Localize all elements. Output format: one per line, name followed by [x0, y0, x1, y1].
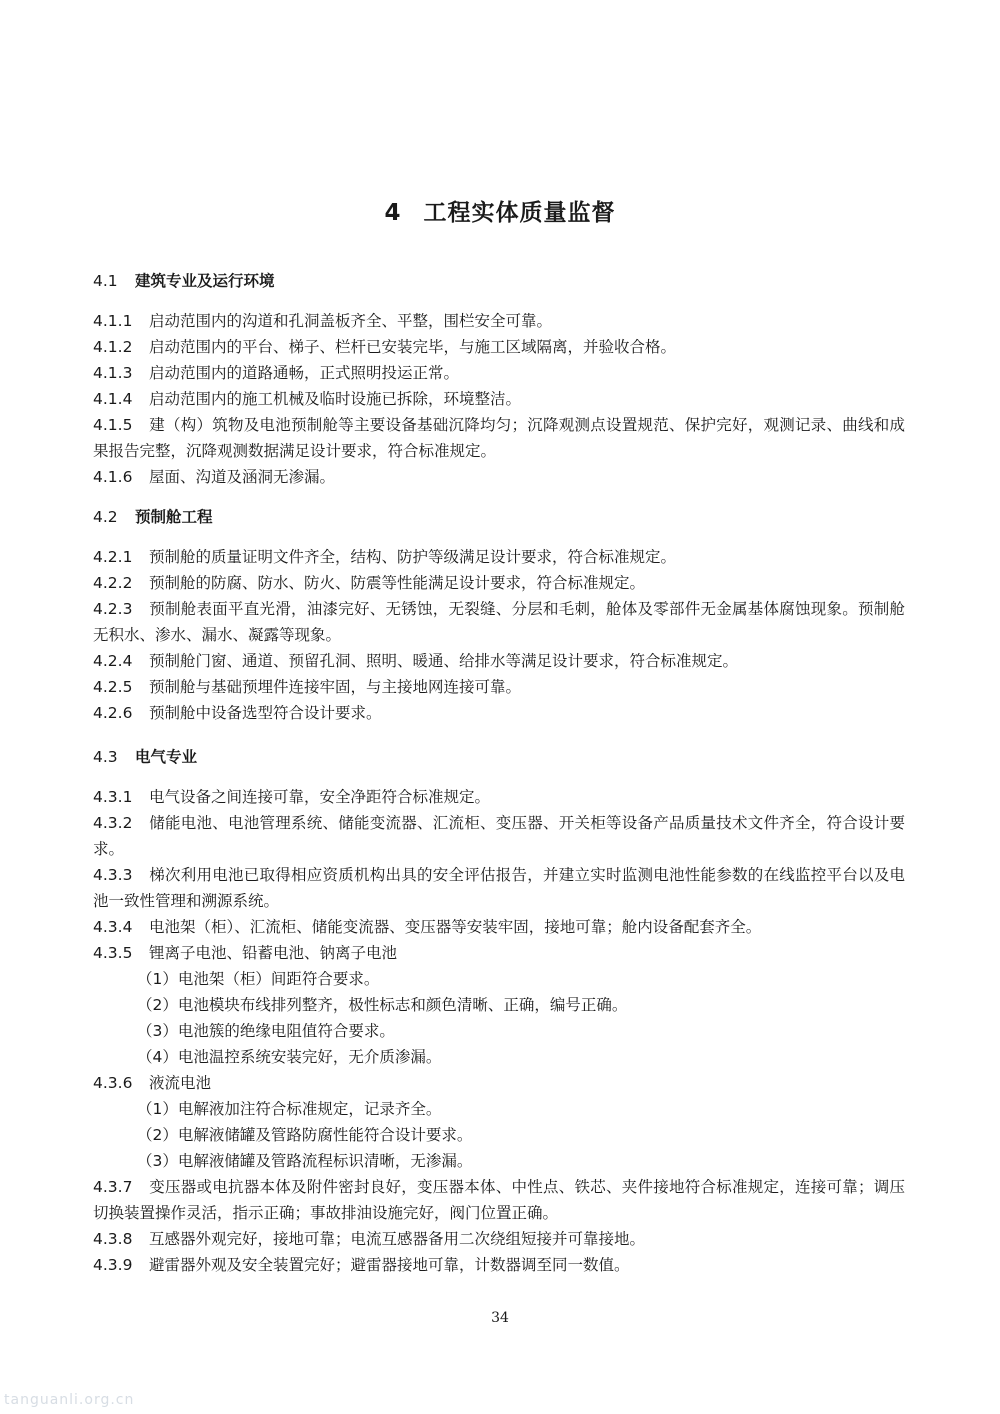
section-number: 4.1	[93, 272, 118, 290]
clause-number: 4.3.3	[93, 866, 133, 884]
clause-text: 梯次利用电池已取得相应资质机构出具的安全评估报告，并建立实时监测电池性能参数的在线监控平台以及电池一致性管理和溯源系统。	[93, 866, 905, 910]
clause	[93, 596, 905, 648]
clause-text: 电气设备之间连接可靠，安全净距符合标准规定。	[149, 788, 491, 806]
clause-number: 4.1.4	[93, 390, 133, 408]
clause-number: 4.2.1	[93, 548, 133, 566]
clause	[93, 544, 905, 570]
clause-text: 启动范围内的道路通畅，正式照明投运正常。	[149, 364, 460, 382]
clause	[93, 308, 905, 334]
clause-number: 4.2.6	[93, 704, 133, 722]
clause	[93, 360, 905, 386]
clause	[93, 412, 905, 464]
clause-sub-item: （3）电解液储罐及管路流程标识清晰，无渗漏。	[137, 1152, 473, 1170]
clause-text: 预制舱与基础预埋件连接牢固，与主接地网连接可靠。	[149, 678, 522, 696]
watermark: tanguanli.org.cn	[4, 1392, 135, 1408]
section-heading	[93, 268, 905, 294]
clause-number: 4.3.9	[93, 1256, 133, 1274]
clause	[93, 810, 905, 862]
section-title: 预制舱工程	[135, 508, 213, 526]
chapter-number: 4	[384, 200, 402, 226]
clause-text: 启动范围内的平台、梯子、栏杆已安装完毕，与施工区域隔离，并验收合格。	[149, 338, 677, 356]
clause-number: 4.3.7	[93, 1178, 133, 1196]
clause-text: 预制舱门窗、通道、预留孔洞、照明、暖通、给排水等满足设计要求，符合标准规定。	[149, 652, 739, 670]
clause-number: 4.2.3	[93, 600, 133, 618]
section-heading	[93, 744, 905, 770]
clause-number: 4.3.6	[93, 1074, 133, 1092]
clause	[93, 1226, 905, 1252]
clause-list	[93, 544, 905, 726]
section-number: 4.2	[93, 508, 118, 526]
section-title: 电气专业	[135, 748, 198, 766]
clause-text: 启动范围内的沟道和孔洞盖板齐全、平整，围栏安全可靠。	[149, 312, 553, 330]
clause-text: 启动范围内的施工机械及临时设施已拆除，环境整洁。	[149, 390, 522, 408]
clause	[93, 570, 905, 596]
clause-sub-item: （3）电池簇的绝缘电阻值符合要求。	[137, 1022, 395, 1040]
clause	[93, 648, 905, 674]
clause	[93, 914, 905, 940]
clause	[93, 386, 905, 412]
clause	[93, 334, 905, 360]
clause	[93, 1070, 905, 1096]
clause-text: 预制舱的防腐、防水、防火、防震等性能满足设计要求，符合标准规定。	[149, 574, 646, 592]
clause-number: 4.3.1	[93, 788, 133, 806]
clause-sub-item: （1）电池架（柜）间距符合要求。	[137, 970, 380, 988]
clause-list	[93, 784, 905, 1278]
clause-text: 预制舱中设备选型符合设计要求。	[149, 704, 382, 722]
clause-text: 储能电池、电池管理系统、储能变流器、汇流柜、变压器、开关柜等设备产品质量技术文件齐全，符合设计要求。	[93, 814, 905, 858]
clause-sub-item: （4）电池温控系统安装完好，无介质渗漏。	[137, 1048, 442, 1066]
clause	[93, 862, 905, 914]
clause-text: 屋面、沟道及涵洞无渗漏。	[149, 468, 336, 486]
clause	[93, 1252, 905, 1278]
clause	[93, 674, 905, 700]
clause-text: 锂离子电池、铅蓄电池、钠离子电池	[149, 944, 398, 962]
section-heading	[93, 504, 905, 530]
clause-list	[93, 308, 905, 490]
clause	[93, 700, 905, 726]
clause-number: 4.3.4	[93, 918, 133, 936]
clause-text: 电池架（柜）、汇流柜、储能变流器、变压器等安装牢固，接地可靠；舱内设备配套齐全。	[149, 918, 762, 936]
clause	[93, 464, 905, 490]
clause-number: 4.2.4	[93, 652, 133, 670]
page-number: 34	[491, 1310, 509, 1326]
clause	[93, 940, 905, 966]
clause-text: 预制舱表面平直光滑，油漆完好、无锈蚀，无裂缝、分层和毛刺，舱体及零部件无金属基体腐蚀现象。预制舱无积水、渗水、漏水、凝露等现象。	[93, 600, 905, 644]
clause-text: 液流电池	[149, 1074, 212, 1092]
chapter-title	[0, 194, 1000, 227]
clause	[93, 1174, 905, 1226]
clause-number: 4.3.5	[93, 944, 133, 962]
clause-text: 避雷器外观及安全装置完好；避雷器接地可靠，计数器调至同一数值。	[149, 1256, 630, 1274]
clause-number: 4.1.1	[93, 312, 133, 330]
clause-text: 变压器或电抗器本体及附件密封良好，变压器本体、中性点、铁芯、夹件接地符合标准规定，连接可靠；调压切换装置操作灵活，指示正确；事故排油设施完好，阀门位置正确。	[93, 1178, 905, 1222]
clause-number: 4.3.8	[93, 1230, 133, 1248]
clause-number: 4.1.6	[93, 468, 133, 486]
clause-sub-item: （2）电解液储罐及管路防腐性能符合设计要求。	[137, 1126, 473, 1144]
clause-text: 建（构）筑物及电池预制舱等主要设备基础沉降均匀；沉降观测点设置规范、保护完好，观测记录、曲线和成果报告完整，沉降观测数据满足设计要求，符合标准规定。	[93, 416, 905, 460]
section-title: 建筑专业及运行环境	[135, 272, 275, 290]
section-number: 4.3	[93, 748, 118, 766]
clause-sub-item: （2）电池模块布线排列整齐，极性标志和颜色清晰、正确，编号正确。	[137, 996, 628, 1014]
chapter-title-text: 工程实体质量监督	[423, 200, 616, 226]
document-body	[93, 268, 905, 1278]
clause	[93, 784, 905, 810]
clause-number: 4.1.2	[93, 338, 133, 356]
clause-sub-item: （1）电解液加注符合标准规定，记录齐全。	[137, 1100, 442, 1118]
clause-number: 4.3.2	[93, 814, 133, 832]
clause-text: 预制舱的质量证明文件齐全，结构、防护等级满足设计要求，符合标准规定。	[149, 548, 677, 566]
clause-number: 4.2.2	[93, 574, 133, 592]
clause-text: 互感器外观完好，接地可靠；电流互感器备用二次绕组短接并可靠接地。	[149, 1230, 646, 1248]
clause-number: 4.1.3	[93, 364, 133, 382]
clause-number: 4.1.5	[93, 416, 133, 434]
clause-number: 4.2.5	[93, 678, 133, 696]
